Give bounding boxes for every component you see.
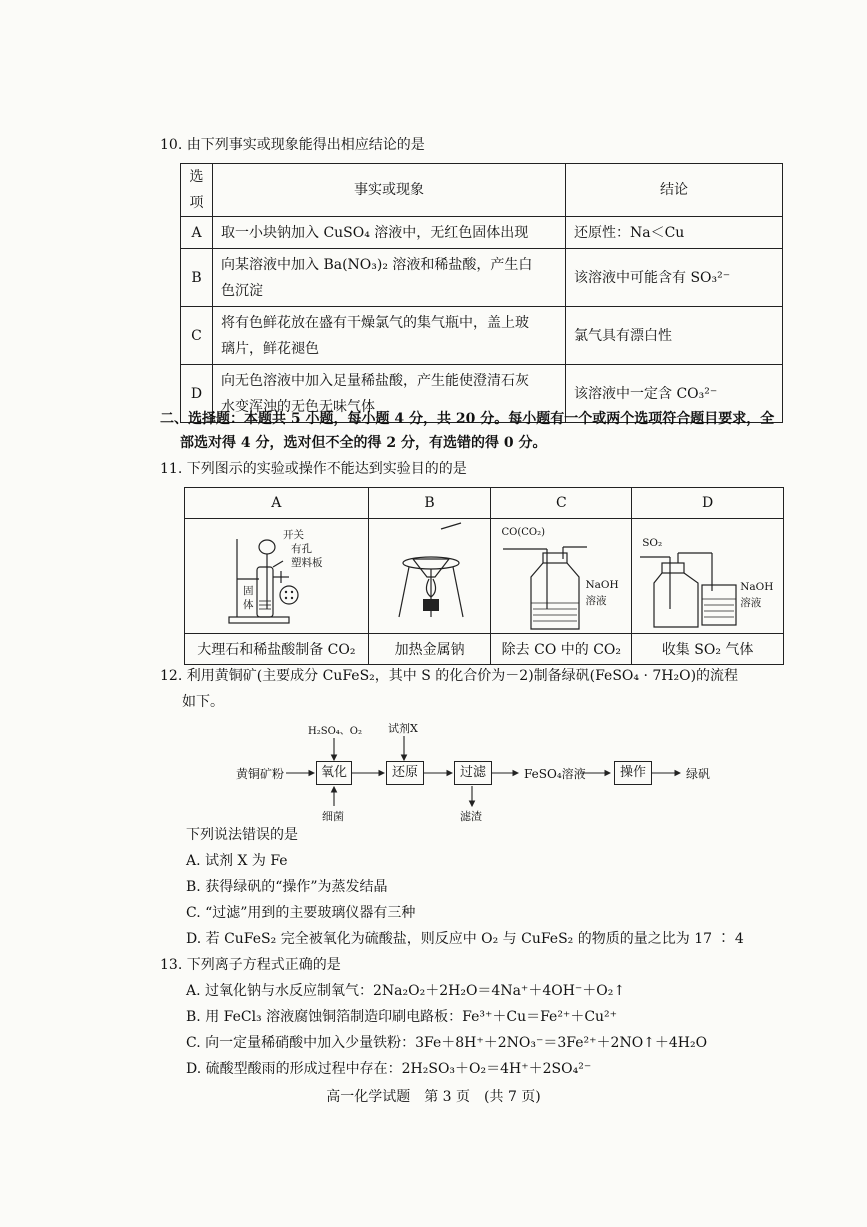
- page-footer: 高一化学试题 第 3 页 (共 7 页): [326, 1089, 541, 1105]
- flow-box-oxidize: 氧化: [316, 761, 352, 785]
- q12-option-c: C. “过滤”用到的主要玻璃仪器有三种: [186, 905, 416, 921]
- label-solid-1: 固: [243, 585, 254, 597]
- q10-row-option: D: [181, 365, 213, 423]
- q13-option-d: D. 硫酸型酸雨的形成过程中存在：2H₂SO₃＋O₂＝4H⁺＋2SO₄²⁻: [186, 1061, 592, 1077]
- q12-option-b: B. 获得绿矾的“操作”为蒸发结晶: [186, 879, 388, 895]
- label-naoh: NaOH: [585, 579, 619, 591]
- label-co-mixture: CO(CO₂): [501, 527, 545, 538]
- q10-header-option: 选项: [181, 164, 213, 217]
- q11-caption-d: 收集 SO₂ 气体: [632, 634, 784, 665]
- q10-table: [180, 163, 783, 423]
- fact-line: 向无色溶液中加入足量稀盐酸，产生能使澄清石灰: [221, 372, 529, 389]
- label-board: 塑料板: [291, 557, 323, 569]
- fact-line: 向某溶液中加入 Ba(NO₃)₂ 溶液和稀盐酸，产生白: [221, 256, 533, 273]
- q10-header-conclusion: 结论: [566, 164, 783, 217]
- q11-figure-b: [368, 519, 491, 634]
- q11-figure-c: [491, 519, 632, 634]
- flow-input-2: 试剂X: [388, 722, 418, 735]
- label-naoh: NaOH: [740, 581, 774, 593]
- flow-box-filter: 过滤: [454, 761, 492, 785]
- q13-stem: 13. 下列离子方程式正确的是: [160, 957, 341, 973]
- section2-line2: 部选对得 4 分，选对但不全的得 2 分，有选错的得 0 分。: [180, 435, 547, 451]
- q11-header-d: D: [632, 488, 784, 519]
- q11-caption-a: 大理石和稀盐酸制备 CO₂: [185, 634, 369, 665]
- flow-box-reduce: 还原: [386, 761, 424, 785]
- q10-row-fact: [213, 249, 566, 307]
- label-solid-2: 体: [243, 599, 254, 611]
- flow-end: 绿矾: [686, 767, 711, 781]
- q10-row-option: A: [181, 217, 213, 249]
- label-hole: 有孔: [291, 543, 312, 555]
- fact-line: 将有色鲜花放在盛有干燥氯气的集气瓶中，盖上玻: [221, 314, 529, 331]
- q10-row-conclusion: 氯气具有漂白性: [566, 307, 783, 365]
- fact-line: 色沉淀: [221, 282, 263, 299]
- q12-option-a: A. 试剂 X 为 Fe: [186, 853, 288, 869]
- q10-row-conclusion: 该溶液中可能含有 SO₃²⁻: [566, 249, 783, 307]
- apparatus-a-icon: [185, 519, 369, 633]
- apparatus-b-icon: [369, 519, 492, 633]
- flow-box-operation: 操作: [614, 761, 652, 785]
- q10-row-option: C: [181, 307, 213, 365]
- flow-input-1: H₂SO₄、O₂: [308, 726, 362, 737]
- q13-option-b: B. 用 FeCl₃ 溶液腐蚀铜箔制造印刷电路板：Fe³⁺＋Cu＝Fe²⁺＋Cu²⁺: [186, 1009, 618, 1025]
- q11-stem: 11. 下列图示的实验或操作不能达到实验目的的是: [160, 461, 467, 477]
- q11-table: [184, 487, 784, 665]
- q12-flowchart: [230, 718, 750, 826]
- q11-header-c: C: [491, 488, 632, 519]
- fact-line: 璃片，鲜花褪色: [221, 340, 319, 357]
- q10-row-fact: [213, 307, 566, 365]
- label-so2: SO₂: [642, 537, 663, 549]
- q12-stem-line1: 12. 利用黄铜矿(主要成分 CuFeS₂，其中 S 的化合价为－2)制备绿矾(FeSO₄ · 7H₂O)的流程: [160, 668, 739, 684]
- q10-row-conclusion: 还原性：Na＜Cu: [566, 217, 783, 249]
- q13-option-a: A. 过氧化钠与水反应制氧气：2Na₂O₂＋2H₂O＝4Na⁺＋4OH⁻＋O₂↑: [186, 983, 626, 999]
- flow-start: 黄铜矿粉: [236, 767, 285, 781]
- q10-stem: 10. 由下列事实或现象能得出相应结论的是: [160, 137, 425, 153]
- q10-row-option: B: [181, 249, 213, 307]
- q12-option-d: D. 若 CuFeS₂ 完全被氧化为硫酸盐，则反应中 O₂ 与 CuFeS₂ 的物质的量之比为 17 ∶ 4: [186, 931, 744, 947]
- q11-header-a: A: [185, 488, 369, 519]
- q11-figure-a: [185, 519, 369, 634]
- label-solution: 溶液: [585, 595, 607, 607]
- q10-row-conclusion: 该溶液中一定含 CO₃²⁻: [566, 365, 783, 423]
- label-solution: 溶液: [740, 597, 762, 609]
- q11-header-b: B: [368, 488, 491, 519]
- section2-line1: 二、选择题：本题共 5 小题，每小题 4 分，共 20 分。每小题有一个或两个选项符合题目要求，全: [160, 411, 775, 427]
- flow-bottom-1: 细菌: [322, 810, 344, 823]
- q10-row-fact: [213, 217, 566, 249]
- q13-option-c: C. 向一定量稀硝酸中加入少量铁粉：3Fe＋8H⁺＋2NO₃⁻＝3Fe²⁺＋2NO↑＋4H₂O: [186, 1035, 708, 1051]
- flow-bottom-2: 滤渣: [460, 810, 482, 823]
- fact-line: 水变浑浊的无色无味气体: [221, 398, 375, 415]
- q10-header-fact: 事实或现象: [213, 164, 566, 217]
- q11-figure-d: [632, 519, 784, 634]
- flow-feso4: FeSO₄溶液: [524, 767, 586, 781]
- label-switch: 开关: [283, 529, 304, 541]
- q11-caption-b: 加热金属钠: [368, 634, 491, 665]
- table-row: [181, 249, 783, 307]
- table-row: [181, 307, 783, 365]
- table-row: [181, 217, 783, 249]
- q12-stem-line2: 如下。: [182, 694, 224, 710]
- q12-ask: 下列说法错误的是: [186, 827, 298, 843]
- q11-caption-c: 除去 CO 中的 CO₂: [491, 634, 632, 665]
- fact-line: 取一小块钠加入 CuSO₄ 溶液中，无红色固体出现: [221, 224, 529, 241]
